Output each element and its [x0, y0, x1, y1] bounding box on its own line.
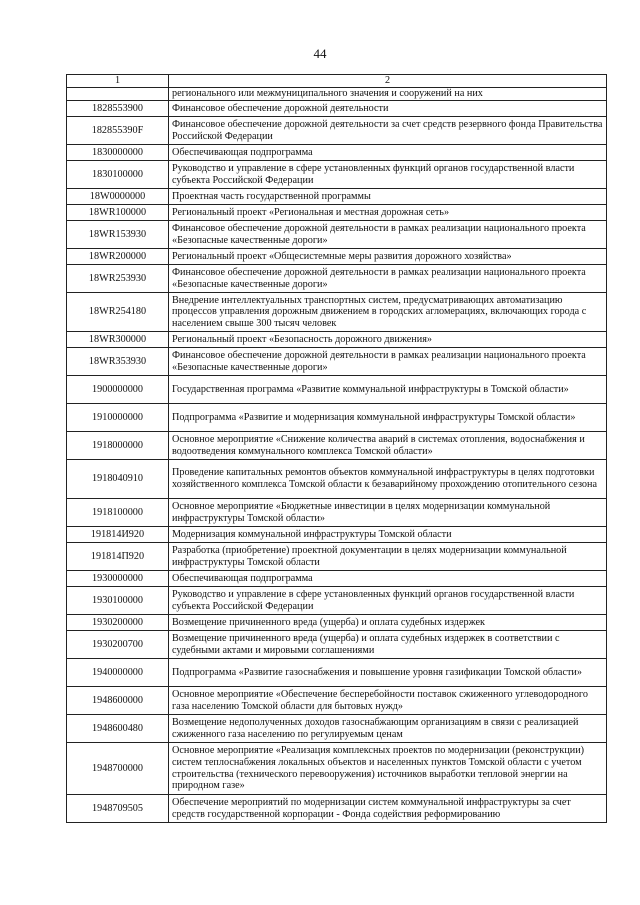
row-code: 1930000000 [67, 571, 169, 587]
table-row [67, 293, 607, 332]
table-row [67, 249, 607, 265]
table-row [67, 376, 607, 404]
column-header-code: 1 [67, 75, 169, 88]
row-description: Разработка (приобретение) проектной документации в целях модернизации коммунальной инфраструктуры Томской области [169, 543, 607, 571]
row-code: 18WR100000 [67, 205, 169, 221]
row-code: 1930200000 [67, 615, 169, 631]
row-code: 1948600480 [67, 715, 169, 743]
table-row [67, 348, 607, 376]
table-row [67, 101, 607, 117]
row-code: 18WR353930 [67, 348, 169, 376]
table-row [67, 265, 607, 293]
table-row [67, 432, 607, 460]
row-code [67, 88, 169, 101]
row-description: Проектная часть государственной программы [169, 189, 607, 205]
row-code: 1918040910 [67, 460, 169, 499]
row-description: Возмещение причиненного вреда (ущерба) и оплата судебных издержек в соответствии с судебными актами и мировыми соглашениями [169, 631, 607, 659]
row-code: 191814П920 [67, 543, 169, 571]
row-code: 1830100000 [67, 161, 169, 189]
row-description: Региональный проект «Безопасность дорожного движения» [169, 332, 607, 348]
table-row [67, 404, 607, 432]
row-code: 18W0000000 [67, 189, 169, 205]
row-description: Финансовое обеспечение дорожной деятельности в рамках реализации национального проекта «Безопасные качественные дороги» [169, 348, 607, 376]
row-code: 18WR200000 [67, 249, 169, 265]
table-row [67, 205, 607, 221]
table-row [67, 715, 607, 743]
row-code: 182855390F [67, 117, 169, 145]
row-description: Основное мероприятие «Реализация комплексных проектов по модернизации (реконструкции) систем теплоснабжения локальных объектов и населенных пунктов Томской области с учетом строительства (технического перевооружения) источников выработки тепловой энергии на природном газе» [169, 743, 607, 795]
row-description: Государственная программа «Развитие коммунальной инфраструктуры в Томской области» [169, 376, 607, 404]
budget-classification-table [66, 74, 607, 823]
row-code: 1910000000 [67, 404, 169, 432]
table-row [67, 631, 607, 659]
row-description: Подпрограмма «Развитие газоснабжения и повышение уровня газификации Томской области» [169, 659, 607, 687]
row-code: 18WR253930 [67, 265, 169, 293]
table-row [67, 499, 607, 527]
row-code: 1948600000 [67, 687, 169, 715]
table-row [67, 189, 607, 205]
table-row [67, 221, 607, 249]
row-code: 1830000000 [67, 145, 169, 161]
table-row [67, 332, 607, 348]
table-row [67, 161, 607, 189]
table-row [67, 117, 607, 145]
row-code: 191814И920 [67, 527, 169, 543]
row-description: Внедрение интеллектуальных транспортных систем, предусматривающих автоматизацию процессов управления дорожным движением в городских агломерациях, включающих города с населением свыше 300 тысяч человек [169, 293, 607, 332]
row-description: Финансовое обеспечение дорожной деятельности в рамках реализации национального проекта «Безопасные качественные дороги» [169, 265, 607, 293]
page-number: 44 [313, 46, 327, 61]
row-description: Финансовое обеспечение дорожной деятельности [169, 101, 607, 117]
table-row [67, 88, 607, 101]
row-description: Финансовое обеспечение дорожной деятельности за счет средств резервного фонда Правительства Российской Федерации [169, 117, 607, 145]
row-code: 1930200700 [67, 631, 169, 659]
row-code: 1900000000 [67, 376, 169, 404]
row-code: 1918100000 [67, 499, 169, 527]
row-description: Проведение капитальных ремонтов объектов коммунальной инфраструктуры в целях подготовки хозяйственного комплекса Томской области к безаварийному прохождению отопительного сезона [169, 460, 607, 499]
row-description: Возмещение недополученных доходов газоснабжающим организациям в связи с реализацией сжиженного газа населению по регулируемым ценам [169, 715, 607, 743]
row-code: 1918000000 [67, 432, 169, 460]
row-description: Модернизация коммунальной инфраструктуры Томской области [169, 527, 607, 543]
row-description: Подпрограмма «Развитие и модернизация коммунальной инфраструктуры Томской области» [169, 404, 607, 432]
row-description: Обеспечивающая подпрограмма [169, 145, 607, 161]
row-description: Руководство и управление в сфере установленных функций органов государственной власти субъекта Российской Федерации [169, 587, 607, 615]
row-description: Основное мероприятие «Обеспечение бесперебойности поставок сжиженного углеводородного газа населению Томской области для бытовых нужд» [169, 687, 607, 715]
row-description: регионального или межмуниципального значения и сооружений на них [169, 88, 607, 101]
row-description: Обеспечение мероприятий по модернизации систем коммунальной инфраструктуры за счет средств государственной корпорации - Фонда содействия реформированию [169, 795, 607, 823]
table-row [67, 659, 607, 687]
row-description: Возмещение причиненного вреда (ущерба) и оплата судебных издержек [169, 615, 607, 631]
row-code: 1940000000 [67, 659, 169, 687]
table-row [67, 145, 607, 161]
table-row [67, 527, 607, 543]
table-row [67, 615, 607, 631]
row-description: Руководство и управление в сфере установленных функций органов государственной власти субъекта Российской Федерации [169, 161, 607, 189]
table-row [67, 795, 607, 823]
table-row [67, 687, 607, 715]
row-description: Финансовое обеспечение дорожной деятельности в рамках реализации национального проекта «Безопасные качественные дороги» [169, 221, 607, 249]
row-code: 18WR300000 [67, 332, 169, 348]
table-row [67, 743, 607, 795]
row-code: 18WR153930 [67, 221, 169, 249]
row-code: 18WR254180 [67, 293, 169, 332]
table-row [67, 587, 607, 615]
row-code: 1930100000 [67, 587, 169, 615]
row-description: Обеспечивающая подпрограмма [169, 571, 607, 587]
column-header-name: 2 [169, 75, 607, 88]
row-code: 1948700000 [67, 743, 169, 795]
row-code: 1948709505 [67, 795, 169, 823]
row-description: Региональный проект «Общесистемные меры развития дорожного хозяйства» [169, 249, 607, 265]
table-body [67, 88, 607, 823]
row-code: 1828553900 [67, 101, 169, 117]
table-header-row [67, 75, 607, 88]
table-row [67, 543, 607, 571]
row-description: Основное мероприятие «Снижение количества аварий в системах отопления, водоснабжения и водоотведения коммунального комплекса Томской области» [169, 432, 607, 460]
row-description: Основное мероприятие «Бюджетные инвестиции в целях модернизации коммунальной инфраструктуры Томской области» [169, 499, 607, 527]
table-row [67, 460, 607, 499]
row-description: Региональный проект «Региональная и местная дорожная сеть» [169, 205, 607, 221]
table-row [67, 571, 607, 587]
